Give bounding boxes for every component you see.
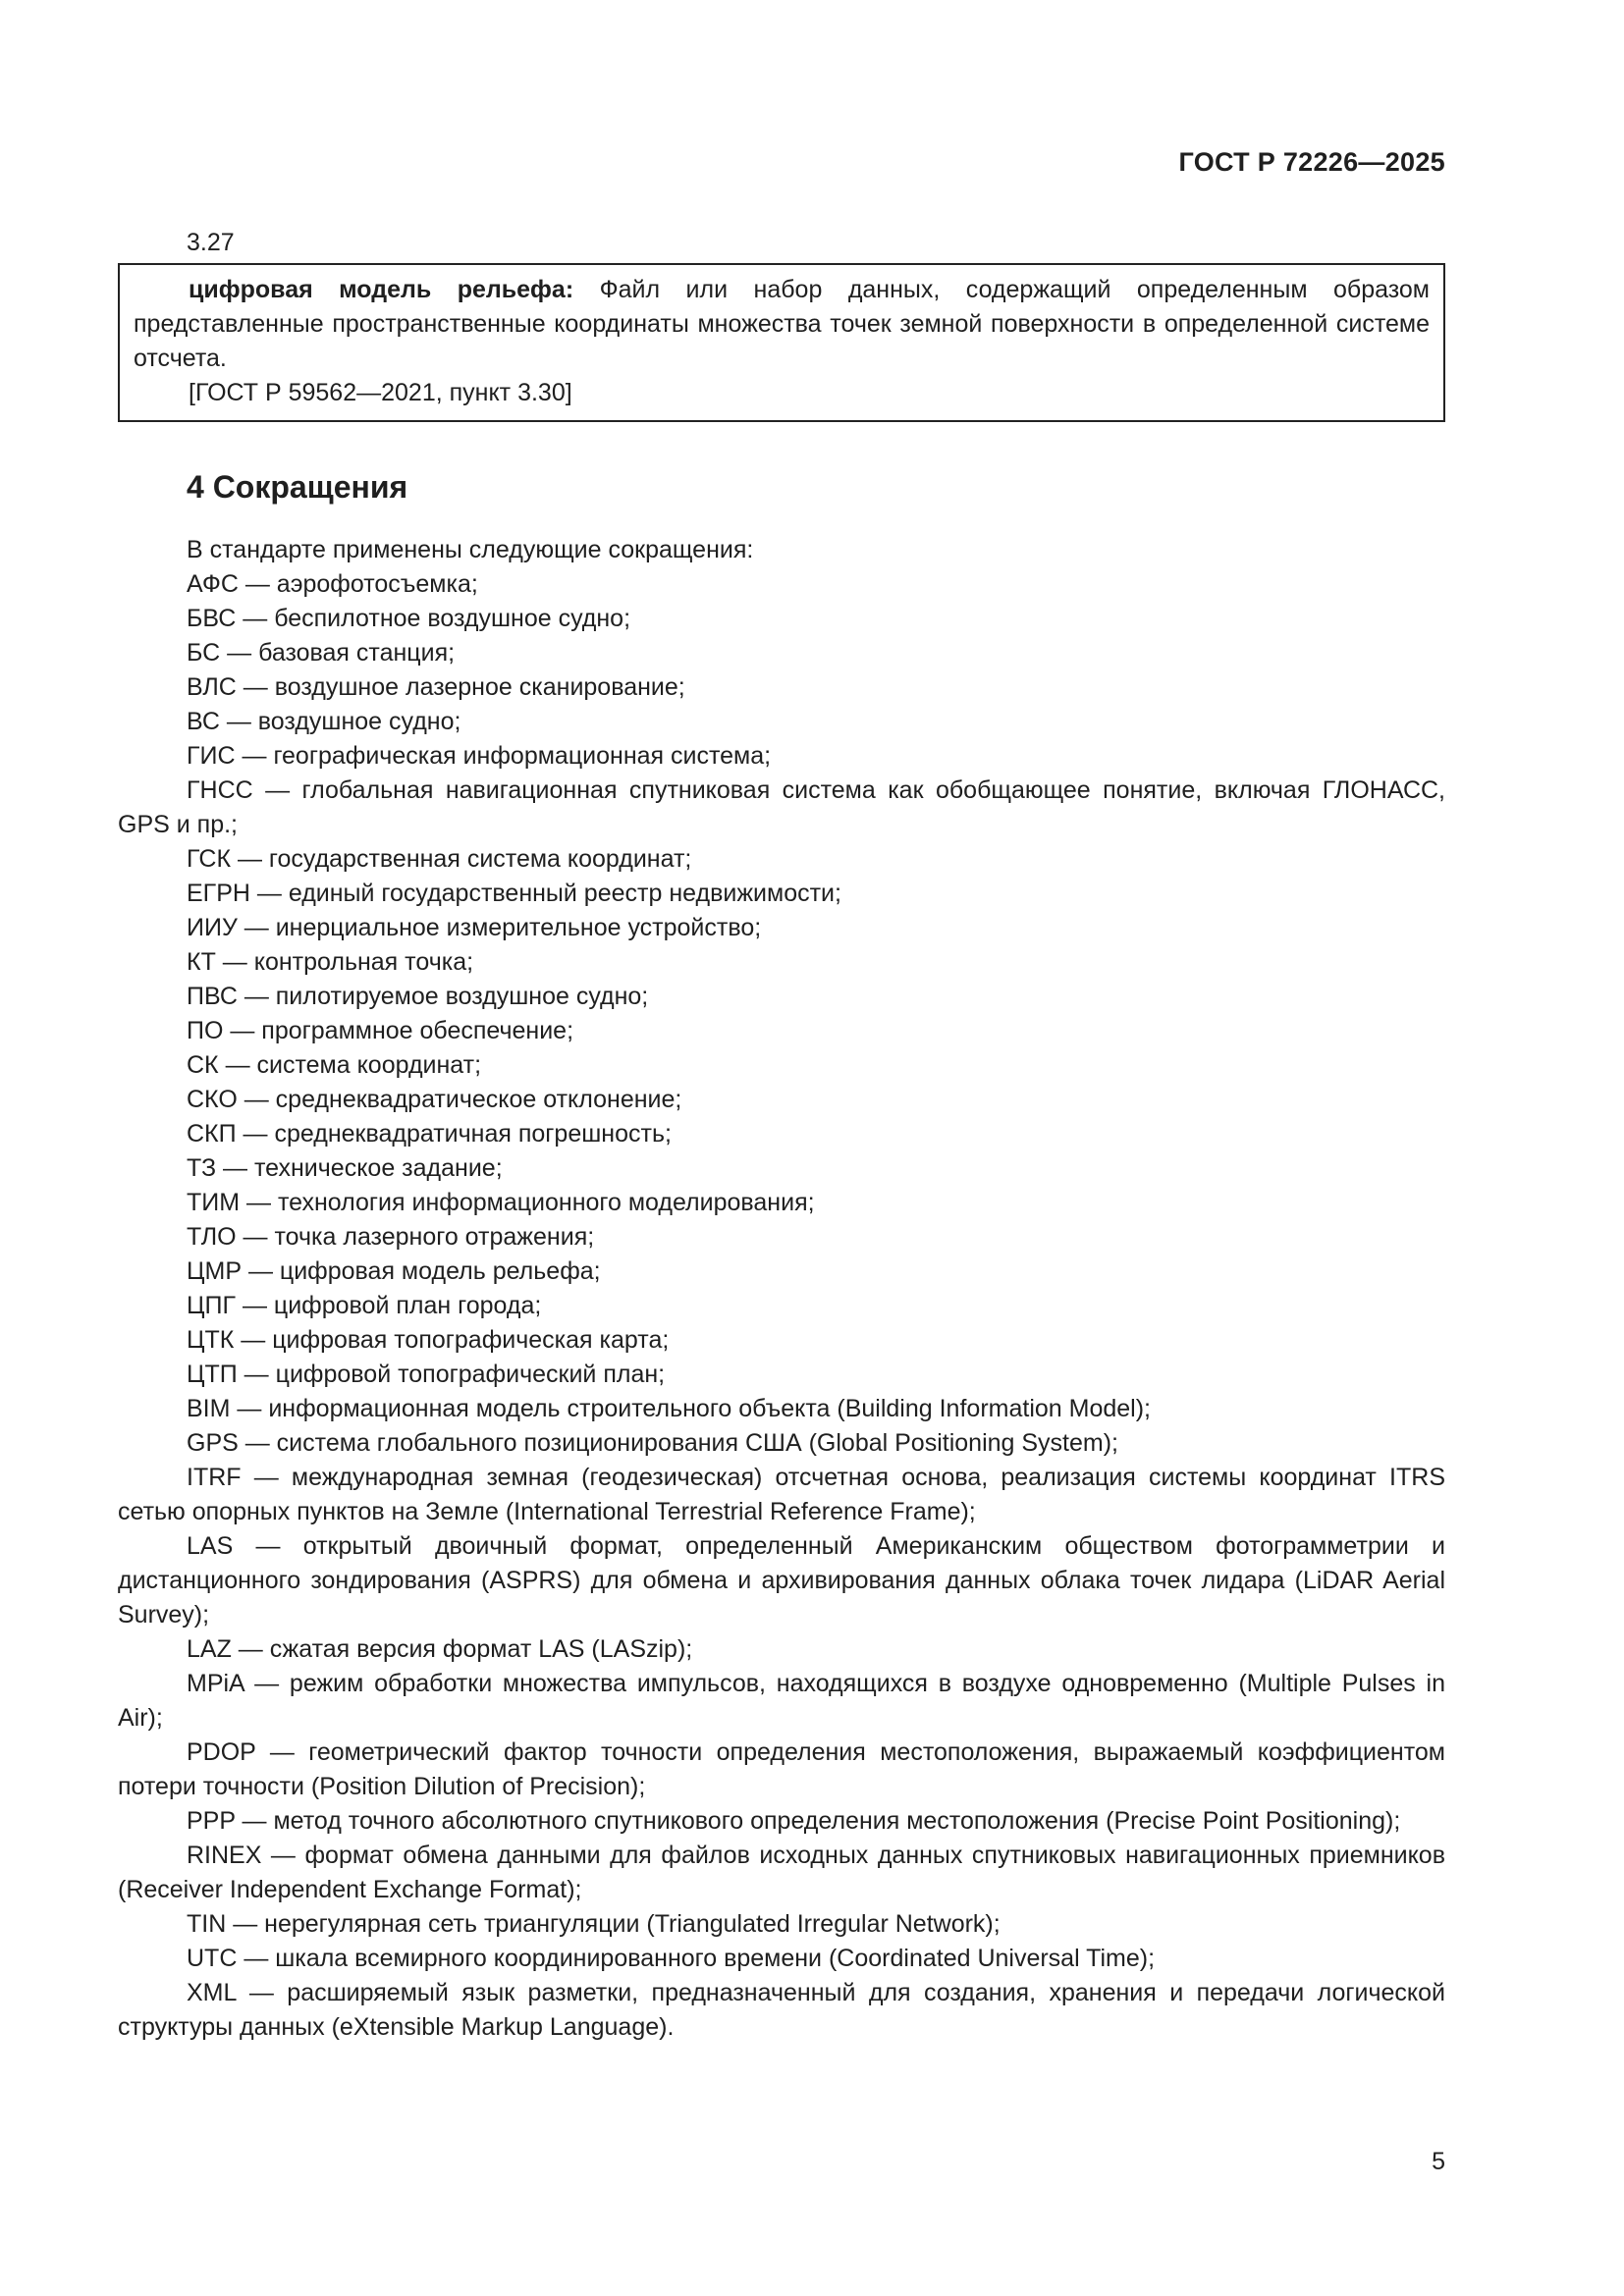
abbreviation-item: СК — система координат; (187, 1051, 482, 1079)
abbreviation-item: GPS — система глобального позиционирования США (Global Positioning System); (187, 1429, 1118, 1457)
abbreviation-item: TIN — нерегулярная сеть триангуляции (Triangulated Irregular Network); (187, 1910, 1001, 1938)
abbreviation-item: ЦТК — цифровая топографическая карта; (187, 1326, 670, 1354)
abbreviation-item: СКО — среднеквадратическое отклонение; (187, 1086, 682, 1113)
abbreviation-item: RINEX — формат обмена данными для файлов исходных данных спутниковых навигационных приемников (Receiver Independent Exchange Format); (118, 1842, 1445, 1903)
page-number: 5 (1432, 2148, 1445, 2175)
document-code-header: ГОСТ Р 72226—2025 (1178, 147, 1445, 177)
abbreviation-item: АФС — аэрофотосъемка; (187, 570, 478, 598)
abbreviation-item: BIM — информационная модель строительного объекта (Building Information Model); (187, 1395, 1151, 1422)
abbreviation-item: ЦПГ — цифровой план города; (187, 1292, 542, 1319)
abbreviation-item: LAS — открытый двоичный формат, определенный Американским обществом фотограмметрии и дистанционного зондирования (ASPRS) для обмена и архивирования данных облака точек лидара (LiDAR Aerial Survey); (118, 1532, 1445, 1629)
abbreviation-item: ЦТП — цифровой топографический план; (187, 1361, 666, 1388)
abbreviation-item: ГНСС — глобальная навигационная спутниковая система как обобщающее понятие, включая ГЛОНАСС, GPS и пр.; (118, 776, 1445, 838)
abbreviation-item: ПО — программное обеспечение; (187, 1017, 574, 1044)
section-title: 4 Сокращения (187, 469, 408, 505)
abbreviation-item: ТЛО — точка лазерного отражения; (187, 1223, 595, 1251)
abbreviation-item: XML — расширяемый язык разметки, предназначенный для создания, хранения и передачи логической структуры данных (eXtensible Markup Language). (118, 1979, 1445, 2041)
abbreviation-item: PPP — метод точного абсолютного спутникового определения местоположения (Precise Point Positioning); (187, 1807, 1401, 1835)
abbreviation-item: БВС — беспилотное воздушное судно; (187, 605, 631, 632)
abbreviation-item: ПВС — пилотируемое воздушное судно; (187, 983, 649, 1010)
abbreviation-item: ИИУ — инерциальное измерительное устройство; (187, 914, 762, 941)
term-number: 3.27 (187, 229, 235, 256)
abbreviation-item: ГСК — государственная система координат; (187, 845, 692, 873)
abbreviation-item: ТИМ — технология информационного моделирования; (187, 1189, 815, 1216)
term-name: цифровая модель рельефа: (189, 276, 574, 303)
term-definition-paragraph (134, 273, 1430, 376)
term-definition-text: Файл или набор данных, содержащий определенным образом представленные пространственные координаты множества точек земной поверхности в определенной системе отсчета. (134, 276, 1430, 372)
abbreviation-item: ГИС — географическая информационная система; (187, 742, 772, 770)
abbreviation-item: ТЗ — техническое задание; (187, 1154, 503, 1182)
abbreviation-item: UTC — шкала всемирного координированного времени (Coordinated Universal Time); (187, 1945, 1156, 1972)
abbreviation-item: ВС — воздушное судно; (187, 708, 461, 735)
abbreviation-item: ITRF — международная земная (геодезическая) отсчетная основа, реализация системы координат ITRS сетью опорных пунктов на Земле (International Terrestrial Reference Frame); (118, 1464, 1445, 1525)
abbreviation-item: КТ — контрольная точка; (187, 948, 474, 976)
abbreviation-item: БС — базовая станция; (187, 639, 456, 667)
abbreviation-item: ЕГРН — единый государственный реестр недвижимости; (187, 880, 841, 907)
abbreviation-item: LAZ — сжатая версия формат LAS (LASzip); (187, 1635, 693, 1663)
term-definition-box (118, 263, 1445, 422)
abbreviation-item: PDOP — геометрический фактор точности определения местоположения, выражаемый коэффициентом потери точности (Position Dilution of Precision); (118, 1738, 1445, 1800)
abbreviations-list (118, 533, 1445, 2045)
abbreviation-item: MPiA — режим обработки множества импульсов, находящихся в воздухе одновременно (Multiple Pulses in Air); (118, 1670, 1445, 1732)
abbreviation-item: СКП — среднеквадратичная погрешность; (187, 1120, 672, 1148)
section-intro: В стандарте применены следующие сокращения: (187, 536, 754, 563)
abbreviation-item: ЦМР — цифровая модель рельефа; (187, 1257, 601, 1285)
term-source: [ГОСТ Р 59562—2021, пункт 3.30] (189, 379, 572, 406)
abbreviation-item: ВЛС — воздушное лазерное сканирование; (187, 673, 685, 701)
